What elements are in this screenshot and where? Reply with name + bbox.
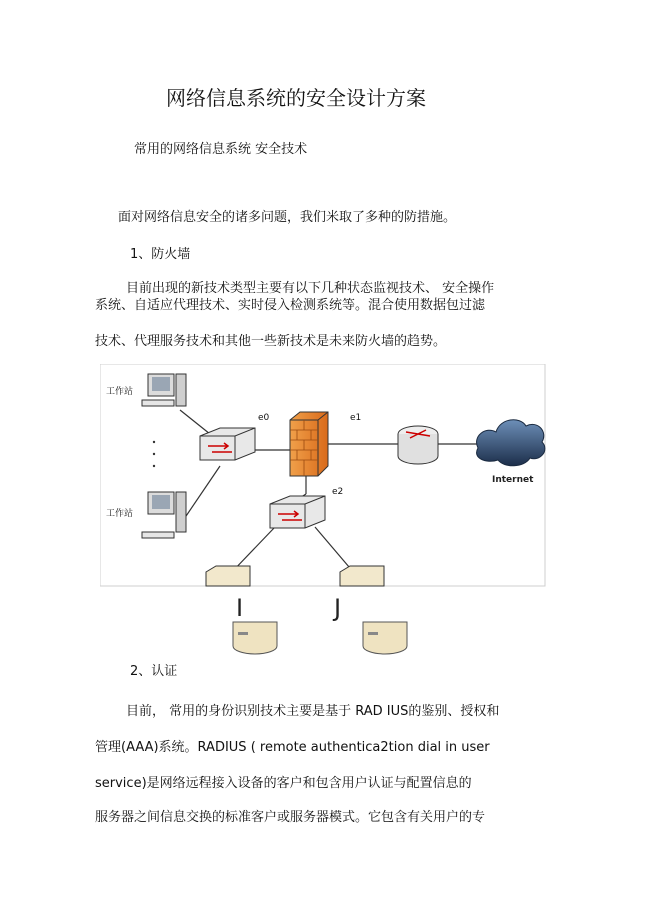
workstation-bottom-label: 工作站: [106, 509, 134, 519]
switch-bottom-icon: [270, 496, 325, 528]
intro-paragraph: 面对网络信息安全的诸多问题，我们米取了多种的防措施。: [118, 210, 457, 225]
server-right-bottom-icon: [363, 622, 407, 654]
auth-paragraph-line4: 服务器之间信息交换的标准客户或服务器模式。它包含有关用户的专: [95, 810, 486, 825]
document-title: 网络信息系统的安全设计方案: [166, 86, 426, 110]
firewall-paragraph-line1: 目前出现的新技术类型主要有以下几种状态监视技术、 安全操作: [126, 281, 495, 296]
auth-paragraph-line2: 管理(AAA)系统。RADIUS ( remote authentica2tion dial in user: [95, 740, 490, 755]
firewall-paragraph-line3: 技术、代理服务技术和其他一些新技术是未来防火墙的趋势。: [95, 334, 447, 349]
auth-paragraph-line1: 目前， 常用的身份识别技术主要是基于 RAD IUS的鉴别、授权和: [126, 704, 500, 719]
interface-e0-label: e0: [258, 413, 270, 423]
interface-e1-label: e1: [350, 413, 362, 423]
workstation-top-icon: [142, 374, 186, 406]
firewall-paragraph-line2: 系统、自适应代理技术、实时侵入检测系统等。混合使用数据包过滤: [95, 298, 486, 313]
firewall-icon: [290, 412, 328, 476]
server-left-bottom-icon: [233, 622, 277, 654]
glyph-left: I: [236, 594, 244, 622]
section-heading-auth: 2、认证: [130, 664, 178, 679]
interface-e2-label: e2: [332, 487, 344, 497]
auth-paragraph-line3: service)是网络远程接入设备的客户和包含用户认证与配置信息的: [95, 776, 472, 791]
section-heading-firewall: 1、防火墙: [130, 247, 191, 262]
glyph-right: J: [334, 594, 342, 622]
switch-left-icon: [200, 428, 255, 460]
workstation-top-label: 工作站: [106, 387, 134, 397]
document-subtitle: 常用的网络信息系统 安全技术: [134, 142, 308, 157]
internet-label: Internet: [492, 475, 534, 485]
server-fragments: [200, 560, 430, 660]
router-icon: [398, 426, 438, 464]
diagram-frame: [100, 364, 545, 586]
